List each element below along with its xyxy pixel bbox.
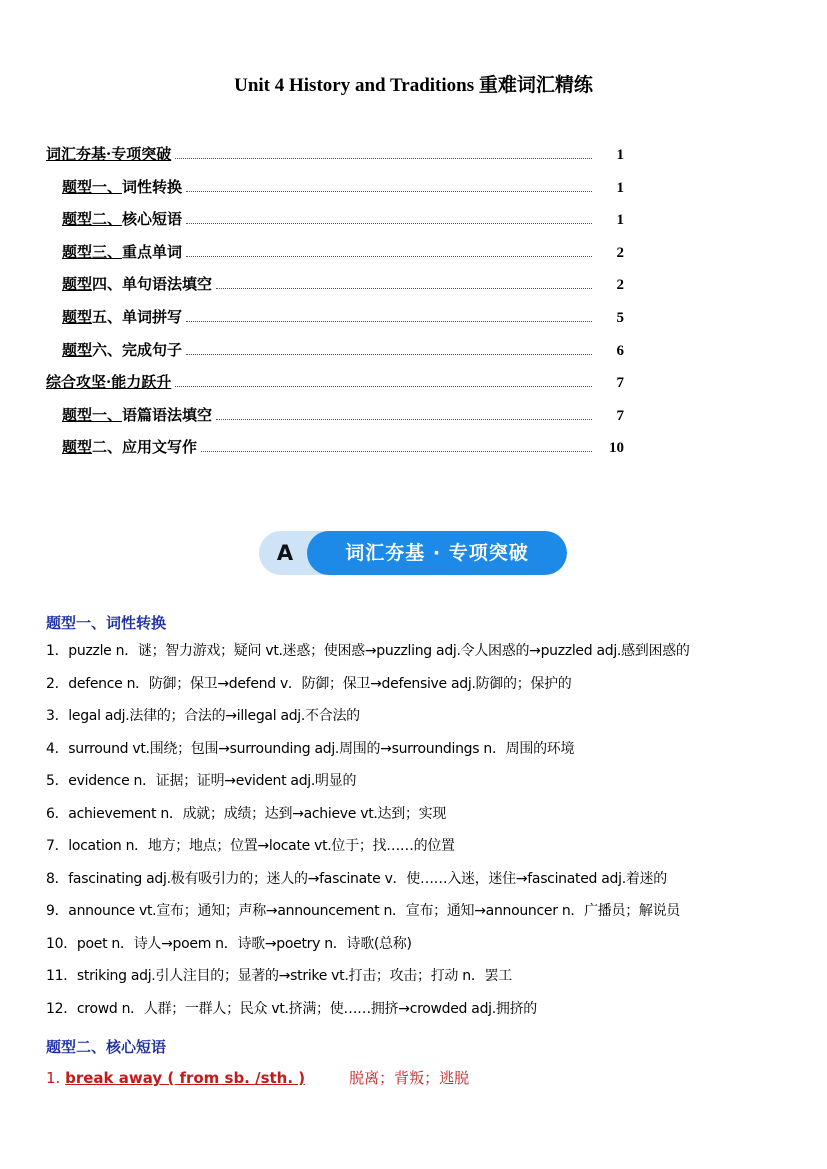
- toc-item[interactable]: [46, 339, 624, 372]
- phrase-number: 1.: [46, 1069, 66, 1087]
- toc-text: 词性转换: [122, 177, 183, 196]
- toc-page: 2: [616, 277, 624, 294]
- toc-page: 7: [616, 407, 624, 424]
- list-item: 1．puzzle n．谜；智力游戏；疑问 vt.迷惑；使困惑→puzzling adj.令人困惑的→puzzled adj.感到困惑的: [46, 643, 690, 659]
- list-item: 12．crowd n．人群；一群人；民众 vt.挤满；使……拥挤→crowded adj.拥挤的: [46, 1000, 537, 1017]
- toc-link[interactable]: 题型: [62, 438, 93, 457]
- section-heading-word-forms: 题型一、词性转换: [46, 614, 167, 632]
- toc-link[interactable]: 题型一、: [62, 405, 123, 424]
- toc-text: 重点单词: [122, 242, 183, 261]
- toc-item[interactable]: [46, 241, 624, 274]
- phrase-meaning: 脱离；背叛；逃脱: [349, 1069, 470, 1087]
- toc-leader: [186, 222, 592, 224]
- list-item: 5．evidence n．证据；证明→evident adj.明显的: [46, 773, 357, 789]
- toc-text: 六、完成句子: [92, 340, 183, 359]
- list-item: 2．defence n．防御；保卫→defend v．防御；保卫→defensive adj.防御的；保护的: [46, 675, 572, 692]
- toc-item[interactable]: [46, 273, 624, 306]
- toc-leader: [175, 385, 592, 387]
- banner-letter: A: [276, 541, 294, 565]
- toc-leader: [201, 450, 592, 452]
- toc-link[interactable]: 题型: [62, 307, 93, 326]
- toc-text: 核心短语: [122, 210, 183, 229]
- toc-page: 2: [616, 244, 624, 261]
- toc-link[interactable]: 综合攻坚·能力跃升: [46, 373, 172, 392]
- toc-leader: [216, 418, 592, 420]
- phrase-item: [46, 1067, 469, 1088]
- list-item: 4．surround vt.围绕；包围→surrounding adj.周围的→surroundings n．周围的环境: [46, 740, 575, 757]
- list-item: 9．announce vt.宣布；通知；声称→announcement n．宣布；通知→announcer n．广播员；解说员: [46, 903, 680, 919]
- vocab-list: [46, 640, 816, 1030]
- toc-link[interactable]: 词汇夯基·专项突破: [46, 145, 172, 163]
- list-item: 8．fascinating adj.极有吸引力的；迷人的→fascinate v．使……入迷，迷住→fascinated adj.着迷的: [46, 870, 667, 887]
- phrase-english: break away ( from sb. /sth. ): [65, 1069, 306, 1087]
- toc-link[interactable]: 题型三、: [62, 242, 123, 261]
- toc-link[interactable]: 题型: [62, 340, 93, 359]
- page-title: Unit 4 History and Traditions 重难词汇精练: [234, 75, 593, 96]
- banner-title: 词汇夯基 · 专项突破: [307, 531, 567, 575]
- list-item: 11．striking adj.引人注目的；显著的→strike vt.打击；攻击；打动 n．罢工: [46, 968, 512, 984]
- toc-text: 二、应用文写作: [92, 438, 198, 457]
- toc-leader: [216, 287, 592, 289]
- toc-page: 1: [616, 179, 624, 196]
- toc-page: 1: [616, 147, 624, 163]
- toc-item[interactable]: [46, 306, 624, 339]
- toc-link[interactable]: 题型一、: [62, 177, 123, 196]
- section-banner: [259, 531, 567, 575]
- toc-item[interactable]: [46, 436, 624, 469]
- toc-page: 5: [616, 309, 624, 326]
- toc-item[interactable]: [46, 143, 624, 176]
- toc-page: 7: [616, 375, 624, 392]
- toc-page: 6: [616, 342, 624, 359]
- section-heading-phrases: 题型二、核心短语: [46, 1038, 167, 1056]
- toc-link[interactable]: 题型二、: [62, 210, 123, 229]
- toc-leader: [186, 353, 592, 355]
- toc-page: 1: [616, 212, 624, 229]
- list-item: 3．legal adj.法律的；合法的→illegal adj.不合法的: [46, 708, 360, 724]
- toc-item[interactable]: [46, 208, 624, 241]
- toc-item[interactable]: [46, 371, 624, 404]
- list-item: 10．poet n．诗人→poem n．诗歌→poetry n．诗歌(总称): [46, 935, 412, 952]
- toc-text: 五、单词拼写: [92, 307, 183, 326]
- table-of-contents: [46, 143, 624, 469]
- toc-leader: [175, 157, 592, 159]
- toc-leader: [186, 190, 592, 192]
- toc-item[interactable]: [46, 176, 624, 209]
- toc-leader: [186, 320, 592, 322]
- toc-leader: [186, 255, 592, 257]
- toc-item[interactable]: [46, 404, 624, 437]
- toc-text: 语篇语法填空: [122, 405, 213, 424]
- list-item: 7．location n．地方；地点；位置→locate vt.位于；找……的位置: [46, 838, 455, 854]
- toc-text: 四、单句语法填空: [92, 275, 213, 294]
- list-item: 6．achievement n．成就；成绩；达到→achieve vt.达到；实现: [46, 805, 447, 822]
- toc-link[interactable]: 题型: [62, 275, 93, 294]
- toc-page: 10: [609, 440, 624, 457]
